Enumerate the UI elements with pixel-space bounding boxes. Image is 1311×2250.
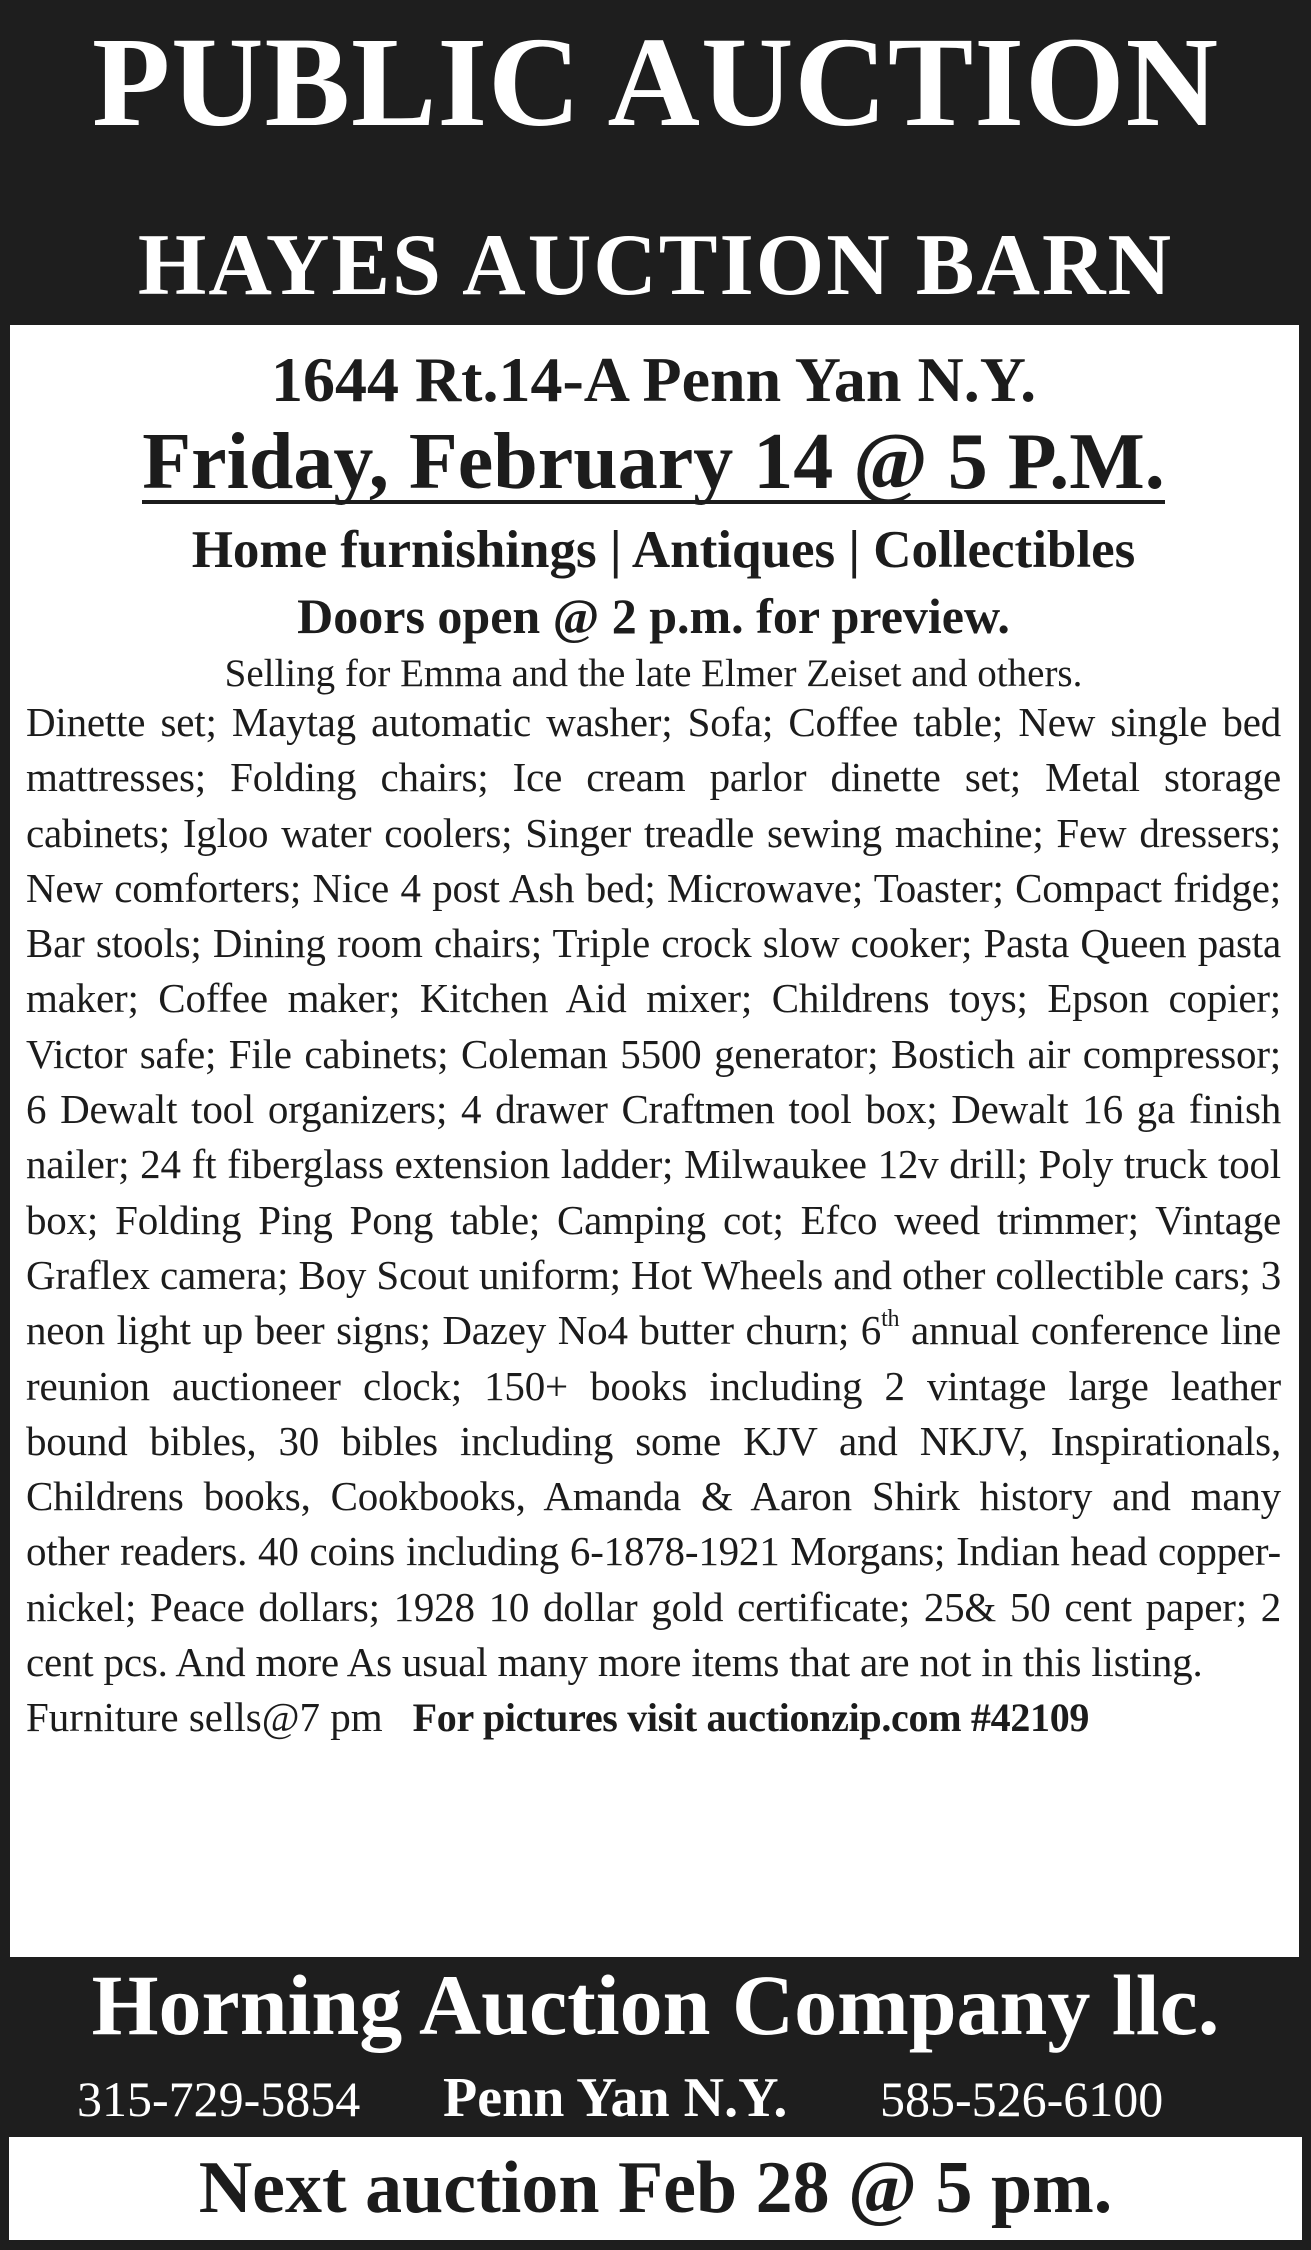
company-city: Penn Yan N.Y. <box>443 2067 788 2129</box>
auction-date-text: Friday, February 14 @ 5 P.M. <box>142 418 1165 506</box>
auction-date <box>26 418 1281 506</box>
venue-address: 1644 Rt.14-A Penn Yan N.Y. <box>270 344 1037 415</box>
item-categories: Home furnishings | Antiques | Collectibles <box>191 521 1136 579</box>
listing-last-line <box>26 1690 1281 1745</box>
ad-title: PUBLIC AUCTION <box>91 11 1220 153</box>
ad-body <box>10 325 1299 1957</box>
listing-superscript: th <box>881 1306 900 1333</box>
phone-number-1: 315-729-5854 <box>77 2071 361 2127</box>
listing-text-part1: Dinette set; Maytag automatic washer; Sofa; Coffee table; New single bed mattresses; Folding chairs; Ice cream parlor dinette set; Metal storage cabinets; Igloo water coolers; Singer treadle sewing machine; Few dressers; New comforters; Nice 4 post Ash bed; Microwave; Toaster; Compact fridge; Bar stools; Dining room chairs; Triple crock slow cooker; Pasta Queen pasta maker; Coffee maker; Kitchen Aid mixer; Childrens toys; Epson copier; Victor safe; File cabinets; Coleman 5500 generator; Bostich air compressor; 6 Dewalt tool organizers; 4 drawer Craftmen tool box; Dewalt 16 ga finish nailer; 24 ft fiberglass extension ladder; Milwaukee 12v drill; Poly truck tool box; Folding Ping Pong table; Camping cot; Efco weed trimmer; Vintage Graflex camera; Boy Scout uniform; Hot Wheels and other collectible cars; 3 neon light up beer signs; Dazey No4 butter churn; 6 <box>26 699 1281 1354</box>
pictures-note: For pictures visit auctionzip.com #42109 <box>412 1695 1090 1741</box>
consignor-note: Selling for Emma and the late Elmer Zeiset and others. <box>224 652 1083 695</box>
listing-text-part2: annual conference line reunion auctioneer clock; 150+ books including 2 vintage large leather bound bibles, 30 bibles including some KJV and NKJV, Inspirationals, Childrens books, Cookbooks, Amanda & Aaron Shirk history and many other readers. 40 coins including 6-1878-1921 Morgans; Indian head copper-nickel; Peace dollars; 1928 10 dollar gold certificate; 25& 50 cent paper; 2 cent pcs. And more As usual many more items that are not in this listing. <box>26 1307 1281 1686</box>
item-listing <box>26 695 1281 1690</box>
company-name: Horning Auction Company llc. <box>91 1957 1220 2053</box>
furniture-note: Furniture sells@7 pm <box>26 1694 383 1741</box>
ad-header <box>0 0 1311 322</box>
next-auction-banner: Next auction Feb 28 @ 5 pm. <box>9 2137 1302 2240</box>
phone-number-2: 585-526-6100 <box>880 2071 1164 2127</box>
preview-time: Doors open @ 2 p.m. for preview. <box>297 588 1010 644</box>
venue-name: HAYES AUCTION BARN <box>137 217 1174 314</box>
